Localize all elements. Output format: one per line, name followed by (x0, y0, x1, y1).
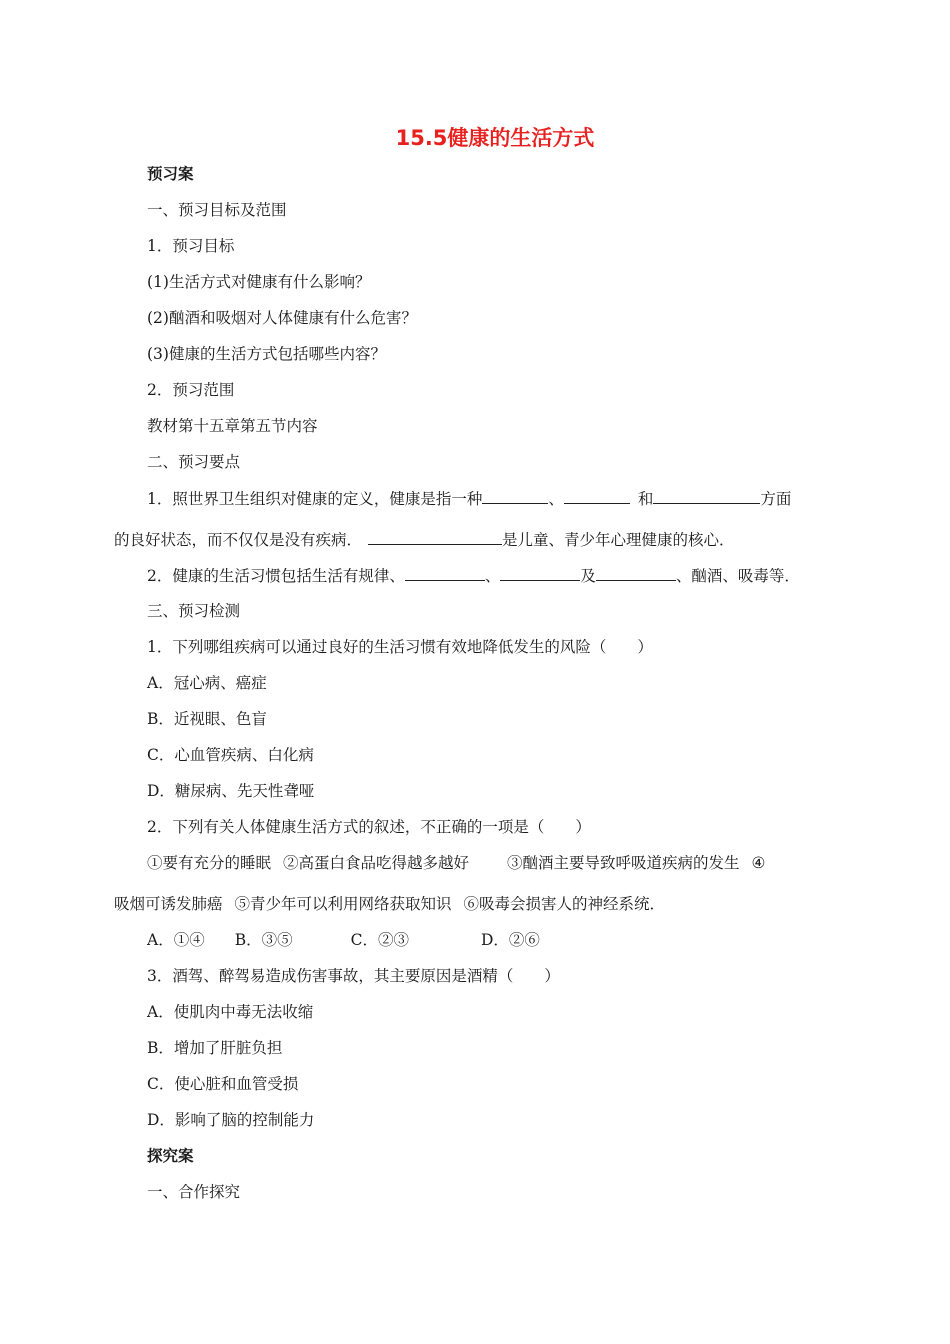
statement-item: ③酗酒主要导致呼吸道疾病的发生 (507, 854, 740, 872)
fill-blank[interactable] (368, 528, 502, 545)
key-point-1-text: 的良好状态，而不仅仅是没有疾病． (114, 531, 363, 549)
preview-section-3: 三、预习检测 (147, 602, 241, 620)
range-text: 教材第十五章第五节内容 (147, 417, 318, 435)
question-3-option: A．使肌肉中毒无法收缩 (147, 1003, 314, 1021)
key-point-1 (147, 487, 791, 510)
statement-item: ②高蛋白食品吃得越多越好 (283, 854, 470, 872)
key-point-1-text: 1．照世界卫生组织对健康的定义，健康是指一种 (147, 490, 483, 508)
question-2-option: C．②③ (350, 931, 409, 949)
question-3-option: B．增加了肝脏负担 (147, 1039, 283, 1057)
range-heading: 2．预习范围 (147, 381, 235, 399)
goal-heading: 1．预习目标 (147, 237, 235, 255)
question-2-option: D．②⑥ (480, 931, 540, 949)
fill-blank[interactable] (500, 564, 580, 581)
section-heading-explore: 探究案 (147, 1147, 194, 1165)
fill-blank[interactable] (405, 564, 485, 581)
statement-item: ⑤青少年可以利用网络获取知识 (234, 895, 452, 913)
conjunction: 和 (637, 490, 654, 508)
question-1-option: D．糖尿病、先天性聋哑 (147, 782, 315, 800)
key-point-1-tail: 是儿童、青少年心理健康的核心． (502, 531, 735, 549)
question-1-stem: 1．下列哪组疾病可以通过良好的生活习惯有效地降低发生的风险（ ） (147, 638, 653, 656)
fill-blank[interactable] (596, 564, 676, 581)
statement-item: 吸烟可诱发肺癌 (114, 895, 223, 913)
explore-section-1: 一、合作探究 (147, 1183, 241, 1201)
question-1-option: C．心血管疾病、白化病 (147, 746, 314, 764)
goal-item: (2)酗酒和吸烟对人体健康有什么危害？ (147, 309, 417, 327)
goal-item: (1)生活方式对健康有什么影响？ (147, 273, 371, 291)
question-2-items-cont (114, 893, 665, 915)
key-point-1-cont (114, 528, 735, 551)
conjunction: 及 (580, 567, 596, 585)
question-3-option: D．影响了脑的控制能力 (147, 1111, 315, 1129)
goal-item: (3)健康的生活方式包括哪些内容？ (147, 345, 386, 363)
statement-item: ④ (751, 854, 766, 872)
statement-item: ①要有充分的睡眠 (147, 854, 272, 872)
key-point-1-tail: 方面 (760, 490, 792, 508)
key-point-2 (147, 564, 800, 587)
question-2-options (147, 929, 540, 951)
question-2-option: A．①④ (147, 931, 205, 949)
question-1-option: A．冠心病、癌症 (147, 674, 267, 692)
fill-blank[interactable] (653, 487, 760, 504)
page-title: 15.5健康的生活方式 (395, 126, 595, 150)
preview-section-1: 一、预习目标及范围 (147, 201, 287, 219)
statement-item: ⑥吸毒会损害人的神经系统． (463, 895, 666, 913)
fill-blank[interactable] (482, 487, 548, 504)
key-point-2-tail: 、酗酒、吸毒等． (675, 567, 800, 585)
question-3-stem: 3．酒驾、醉驾易造成伤害事故，其主要原因是酒精（ ） (147, 967, 560, 985)
section-heading-preview: 预习案 (147, 165, 194, 183)
question-2-items (147, 852, 765, 874)
question-3-option: C．使心脏和血管受损 (147, 1075, 299, 1093)
question-2-option: B．③⑤ (234, 931, 293, 949)
separator: 、 (484, 567, 501, 585)
separator: 、 (548, 490, 564, 508)
question-1-option: B．近视眼、色盲 (147, 710, 267, 728)
key-point-2-text: 2．健康的生活习惯包括生活有规律、 (147, 567, 405, 585)
question-2-stem: 2．下列有关人体健康生活方式的叙述，不正确的一项是（ ） (147, 818, 591, 836)
preview-section-2: 二、预习要点 (147, 453, 241, 471)
fill-blank[interactable] (564, 487, 630, 504)
